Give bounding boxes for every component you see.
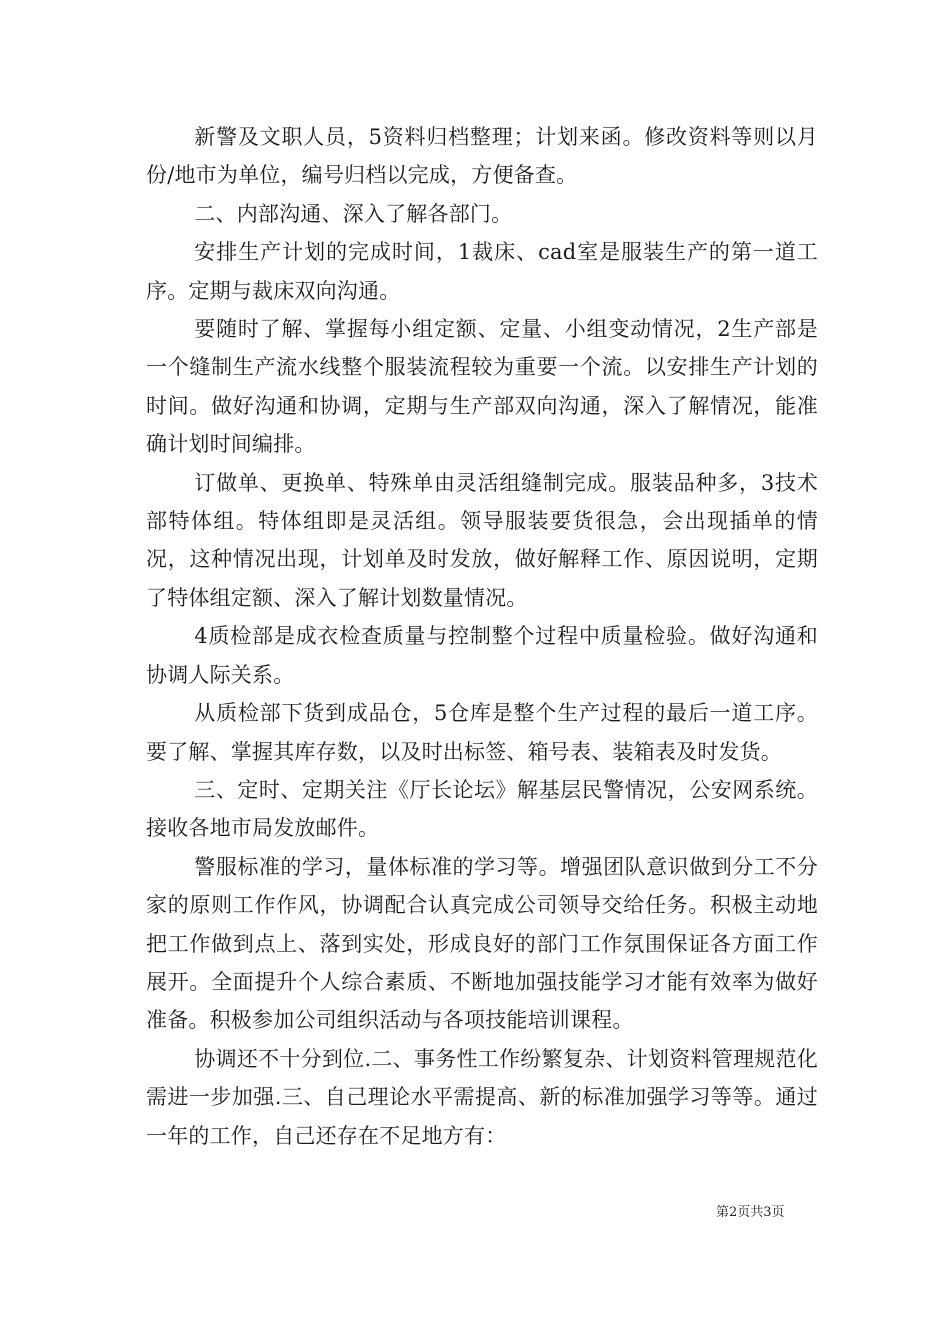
section-heading-3: 三、定时、定期关注《厅长论坛》解基层民警情况，公安网系统。接收各地市局发放邮件。 bbox=[146, 777, 818, 841]
paragraph-4: 要随时了解、掌握每小组定额、定量、小组变动情况，2生产部是一个缝制生产流水线整个服装流程较为重要一个流。以安排生产计划的时间。做好沟通和协调，定期与生产部双向沟通，深入了解情况，能准确计划时间编排。 bbox=[146, 317, 818, 457]
paragraph-7: 从质检部下货到成品仓，5仓库是整个生产过程的最后一道工序。要了解、掌握其库存数，以及时出标签、箱号表、装箱表及时发货。 bbox=[146, 701, 818, 764]
paragraph-6: 4质检部是成衣检查质量与控制整个过程中质量检验。做好沟通和协调人际关系。 bbox=[146, 624, 818, 687]
section-heading-2: 二、内部沟通、深入了解各部门。 bbox=[194, 201, 513, 226]
paragraph-9: 警服标准的学习，量体标准的学习等。增强团队意识做到分工不分家的原则工作作风，协调配合认真完成公司领导交给任务。积极主动地把工作做到点上、落到实处，形成良好的部门工作氛围保证各方面工作展开。全面提升个人综合素质、不断地加强技能学习才能有效率为做好准备。积极参加公司组织活动与各项技能培训课程。 bbox=[146, 854, 818, 1033]
page-number-footer: 第2页共3页 bbox=[716, 1205, 785, 1220]
document-body bbox=[146, 118, 818, 1155]
paragraph-5: 订做单、更换单、特殊单由灵活组缝制完成。服装品种多，3技术部特体组。特体组即是灵活组。领导服装要货很急，会出现插单的情况，这种情况出现，计划单及时发放，做好解释工作、原因说明，定期了特体组定额、深入了解计划数量情况。 bbox=[146, 470, 818, 610]
paragraph-1: 新警及文职人员，5资料归档整理；计划来函。修改资料等则以月份/地市为单位，编号归档以完成，方便备查。 bbox=[146, 125, 818, 188]
paragraph-10: 协调还不十分到位.二、事务性工作纷繁复杂、计划资料管理规范化需进一步加强.三、自己理论水平需提高、新的标准加强学习等等。通过一年的工作，自己还存在不足地方有： bbox=[146, 1046, 818, 1148]
paragraph-3: 安排生产计划的完成时间，1裁床、cad室是服装生产的第一道工序。定期与裁床双向沟通。 bbox=[146, 240, 818, 303]
